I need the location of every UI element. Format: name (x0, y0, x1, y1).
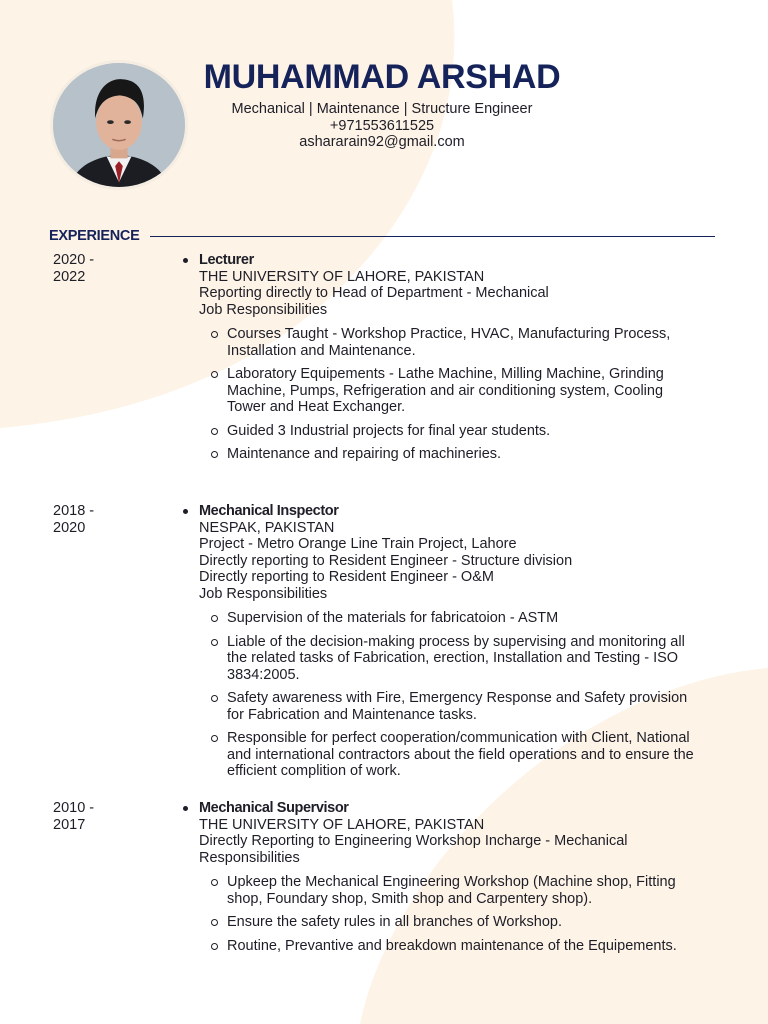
bullet-icon (183, 258, 188, 263)
role-title: Mechanical Supervisor (199, 800, 349, 816)
date-start: 2010 - (53, 800, 95, 816)
candidate-name: MUHAMMAD ARSHAD (203, 58, 561, 96)
entry-body (199, 503, 719, 787)
responsibility-list (199, 326, 719, 463)
section-divider (150, 236, 715, 237)
role-title: Mechanical Inspector (199, 503, 339, 519)
contact-block (196, 101, 568, 151)
phone-number: +971553611525 (329, 117, 435, 134)
profile-photo (50, 60, 188, 190)
employer: THE UNIVERSITY OF LAHORE, PAKISTAN (199, 268, 485, 285)
role-title: Lecturer (199, 252, 254, 268)
bullet-icon (183, 509, 188, 514)
employer: THE UNIVERSITY OF LAHORE, PAKISTAN (199, 816, 485, 833)
entry-body (199, 800, 719, 961)
reporting-line: Directly Reporting to Engineering Workshop Incharge - Mechanical (199, 833, 628, 849)
date-end: 2017 (53, 816, 86, 833)
date-range (53, 800, 94, 833)
responsibility-item: Safety awareness with Fire, Emergency Response and Safety provision for Fabrication and Maintenance tasks. (199, 690, 705, 723)
entry-body (199, 252, 719, 470)
date-start: 2018 - (53, 503, 95, 519)
responsibility-item: Guided 3 Industrial projects for final year students. (199, 423, 705, 440)
responsibility-item: Laboratory Equipements - Lathe Machine, Milling Machine, Grinding Machine, Pumps, Refrigeration and air conditioning system, Cooling Tower and Heat Exchanger. (199, 366, 705, 416)
responsibility-list (199, 610, 719, 780)
date-end: 2022 (53, 268, 86, 285)
responsibility-item: Ensure the safety rules in all branches of Workshop. (199, 914, 705, 931)
responsibility-list (199, 874, 719, 954)
reporting-line: Directly reporting to Resident Engineer - Structure division (199, 552, 573, 569)
email-address: ashararain92@gmail.com (299, 134, 465, 150)
responsibilities-label: Responsibilities (199, 849, 300, 866)
responsibility-item: Supervision of the materials for fabricatoion - ASTM (199, 610, 705, 627)
project-line: Project - Metro Orange Line Train Project, Lahore (199, 536, 517, 552)
reporting-line: Reporting directly to Head of Department - Mechanical (199, 285, 549, 301)
responsibilities-label: Job Responsibilities (199, 301, 328, 318)
responsibility-item: Liable of the decision-making process by supervising and monitoring all the related tasks of Fabrication, erection, Installation and Testing - ISO 3834:2005. (199, 634, 705, 684)
responsibility-item: Upkeep the Mechanical Engineering Workshop (Machine shop, Fitting shop, Foundary shop, Smith shop and Carpentery shop). (199, 874, 705, 907)
date-start: 2020 - (53, 252, 95, 268)
responsibility-item: Maintenance and repairing of machineries. (199, 446, 705, 463)
responsibility-item: Routine, Prevantive and breakdown maintenance of the Equipements. (199, 938, 705, 955)
date-range (53, 503, 94, 536)
job-title: Mechanical | Maintenance | Structure Engineer (231, 101, 533, 117)
profile-photo-illustration (53, 63, 185, 187)
responsibilities-label: Job Responsibilities (199, 585, 328, 602)
date-end: 2020 (53, 519, 86, 536)
reporting-line: Directly reporting to Resident Engineer - O&M (199, 569, 494, 585)
employer: NESPAK, PAKISTAN (199, 519, 335, 536)
responsibility-item: Responsible for perfect cooperation/communication with Client, National and international contractors about the field operations and to ensure the efficient complition of work. (199, 730, 705, 780)
date-range (53, 252, 94, 285)
responsibility-item: Courses Taught - Workshop Practice, HVAC, Manufacturing Process, Installation and Maintenance. (199, 326, 705, 359)
bullet-icon (183, 806, 188, 811)
experience-heading: EXPERIENCE (49, 228, 140, 244)
